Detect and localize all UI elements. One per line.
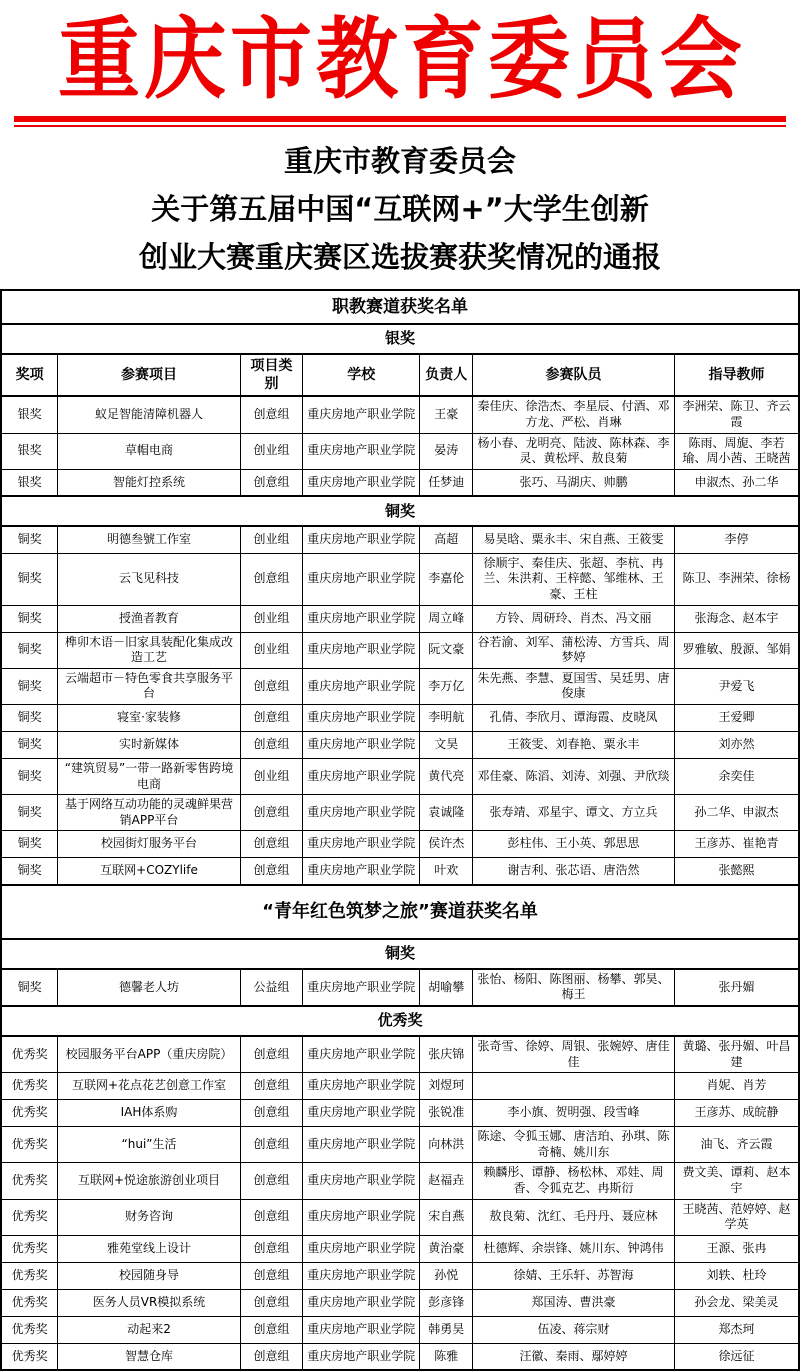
table-row [1, 396, 799, 433]
cell-award: 银奖 [1, 396, 58, 433]
cell-category: 创意组 [240, 553, 302, 605]
cell-award: 优秀奖 [1, 1100, 58, 1127]
cell-leader: 胡喻攀 [420, 969, 473, 1006]
cell-category: 创业组 [240, 758, 302, 794]
table-row [1, 1289, 799, 1316]
cell-project: “建筑贸易”一带一路新零售跨境电商 [58, 758, 241, 794]
cell-teachers: 费文美、谭莉、赵本宇 [674, 1163, 799, 1199]
table-row [1, 1262, 799, 1289]
cell-teachers: 余奕佳 [674, 758, 799, 794]
cell-award: 优秀奖 [1, 1262, 58, 1289]
cell-award: 优秀奖 [1, 1199, 58, 1235]
cell-school: 重庆房地产职业学院 [303, 704, 420, 731]
cell-leader: 王豪 [420, 396, 473, 433]
cell-category: 创意组 [240, 704, 302, 731]
cell-leader: 张庆锦 [420, 1036, 473, 1073]
cell-award: 优秀奖 [1, 1235, 58, 1262]
cell-school: 重庆房地产职业学院 [303, 1127, 420, 1163]
awards-table-body [1, 290, 799, 1370]
section-label: 优秀奖 [1, 1006, 799, 1036]
cell-category: 创意组 [240, 1343, 302, 1370]
cell-project: 明德叁號工作室 [58, 526, 241, 553]
cell-members: 汪徽、秦雨、鄢婷婷 [473, 1343, 675, 1370]
cell-members: 谢吉利、张芯语、唐浩然 [473, 858, 675, 885]
cell-leader: 李万亿 [420, 668, 473, 704]
cell-category: 创意组 [240, 1262, 302, 1289]
cell-leader: 陈雅 [420, 1343, 473, 1370]
cell-school: 重庆房地产职业学院 [303, 758, 420, 794]
cell-teachers: 刘亦然 [674, 731, 799, 758]
cell-category: 创意组 [240, 831, 302, 858]
document-title [0, 137, 800, 281]
section-title-large-row [1, 885, 799, 939]
cell-school: 重庆房地产职业学院 [303, 1343, 420, 1370]
cell-school: 重庆房地产职业学院 [303, 1163, 420, 1199]
cell-category: 公益组 [240, 969, 302, 1006]
cell-school: 重庆房地产职业学院 [303, 526, 420, 553]
cell-teachers: 孙会龙、梁美灵 [674, 1289, 799, 1316]
cell-school: 重庆房地产职业学院 [303, 605, 420, 632]
cell-award: 铜奖 [1, 605, 58, 632]
cell-teachers: 孙二华、申淑杰 [674, 795, 799, 831]
cell-category: 创意组 [240, 858, 302, 885]
cell-leader: 孙悦 [420, 1262, 473, 1289]
cell-category: 创意组 [240, 1100, 302, 1127]
letterhead-character: 教 [315, 8, 398, 112]
cell-teachers: 郑杰珂 [674, 1316, 799, 1343]
cell-school: 重庆房地产职业学院 [303, 1289, 420, 1316]
cell-teachers: 王爱卿 [674, 704, 799, 731]
letterhead-divider [14, 116, 786, 127]
table-row [1, 731, 799, 758]
cell-category: 创意组 [240, 668, 302, 704]
table-row [1, 469, 799, 496]
cell-category: 创业组 [240, 526, 302, 553]
document-title-line-2: 关于第五届中国“互联网+”大学生创新 [151, 192, 649, 226]
cell-school: 重庆房地产职业学院 [303, 396, 420, 433]
cell-members: 孔倩、李欣月、谭海霞、皮晓凤 [473, 704, 675, 731]
table-row [1, 526, 799, 553]
cell-project: 互联网+COZYlife [58, 858, 241, 885]
cell-leader: 张锐准 [420, 1100, 473, 1127]
cell-award: 优秀奖 [1, 1073, 58, 1100]
table-row [1, 1036, 799, 1073]
cell-members: 秦佳庆、徐浩杰、李星辰、付酒、邓方龙、严松、肖琳 [473, 396, 675, 433]
cell-members: 张寿靖、邓星宇、谭文、方立兵 [473, 795, 675, 831]
cell-school: 重庆房地产职业学院 [303, 858, 420, 885]
cell-award: 优秀奖 [1, 1289, 58, 1316]
cell-members: 彭柱伟、王小英、郭思思 [473, 831, 675, 858]
cell-category: 创意组 [240, 1127, 302, 1163]
cell-category: 创意组 [240, 1199, 302, 1235]
cell-category: 创业组 [240, 632, 302, 668]
cell-project: IAH体系购 [58, 1100, 241, 1127]
table-row [1, 433, 799, 469]
cell-award: 优秀奖 [1, 1036, 58, 1073]
cell-members: 张奇雪、徐婷、周银、张婉婷、唐佳佳 [473, 1036, 675, 1073]
cell-school: 重庆房地产职业学院 [303, 1199, 420, 1235]
cell-category: 创业组 [240, 605, 302, 632]
cell-members: 徐婧、王乐轩、苏智海 [473, 1262, 675, 1289]
cell-leader: 黄治豪 [420, 1235, 473, 1262]
cell-category: 创意组 [240, 731, 302, 758]
cell-category: 创意组 [240, 1289, 302, 1316]
cell-award: 铜奖 [1, 704, 58, 731]
cell-teachers: 申淑杰、孙二华 [674, 469, 799, 496]
cell-project: 雅苑堂线上设计 [58, 1235, 241, 1262]
letterhead-character: 育 [401, 8, 484, 112]
cell-members: 伍凌、蒋宗财 [473, 1316, 675, 1343]
cell-award: 铜奖 [1, 969, 58, 1006]
cell-teachers: 李洲荣、陈卫、齐云霞 [674, 396, 799, 433]
cell-project: 德馨老人坊 [58, 969, 241, 1006]
cell-school: 重庆房地产职业学院 [303, 731, 420, 758]
cell-category: 创意组 [240, 396, 302, 433]
cell-teachers: 王彦苏、成皖静 [674, 1100, 799, 1127]
column-header-teachers: 指导教师 [674, 354, 799, 396]
cell-project: 校园街灯服务平台 [58, 831, 241, 858]
letterhead-character: 员 [573, 8, 656, 112]
cell-teachers: 张丹媚 [674, 969, 799, 1006]
cell-school: 重庆房地产职业学院 [303, 969, 420, 1006]
cell-category: 创业组 [240, 433, 302, 469]
cell-project: 智能灯控系统 [58, 469, 241, 496]
cell-teachers: 张海念、赵本宇 [674, 605, 799, 632]
cell-school: 重庆房地产职业学院 [303, 632, 420, 668]
cell-leader: 宋自燕 [420, 1199, 473, 1235]
cell-project: 动起来2 [58, 1316, 241, 1343]
table-row [1, 969, 799, 1006]
cell-leader: 向林洪 [420, 1127, 473, 1163]
column-header-row [1, 354, 799, 396]
cell-leader: 彭彦锋 [420, 1289, 473, 1316]
cell-leader: 韩勇昊 [420, 1316, 473, 1343]
cell-members: 李小旗、贺明强、段雪峰 [473, 1100, 675, 1127]
table-row [1, 1163, 799, 1199]
cell-teachers: 罗雅敏、殷源、邹娟 [674, 632, 799, 668]
table-row [1, 1127, 799, 1163]
cell-project: 互联网+悦途旅游创业项目 [58, 1163, 241, 1199]
award-tier-row [1, 1006, 799, 1036]
table-row [1, 758, 799, 794]
cell-leader: 晏涛 [420, 433, 473, 469]
cell-leader: 刘煜珂 [420, 1073, 473, 1100]
cell-school: 重庆房地产职业学院 [303, 668, 420, 704]
awards-table [0, 289, 800, 1371]
table-row [1, 831, 799, 858]
section-label: 银奖 [1, 324, 799, 354]
cell-members: 朱先燕、李慧、夏国雪、吴廷男、唐俊康 [473, 668, 675, 704]
cell-award: 铜奖 [1, 668, 58, 704]
cell-members: 谷若渝、刘军、蒲松涛、方雪兵、周梦婷 [473, 632, 675, 668]
cell-members: 王筱雯、刘春艳、粟永丰 [473, 731, 675, 758]
cell-award: 铜奖 [1, 795, 58, 831]
cell-category: 创意组 [240, 795, 302, 831]
cell-category: 创意组 [240, 1316, 302, 1343]
cell-category: 创意组 [240, 1073, 302, 1100]
cell-project: 校园服务平台APP（重庆房院） [58, 1036, 241, 1073]
letterhead-character: 市 [229, 8, 312, 112]
cell-teachers: 徐远征 [674, 1343, 799, 1370]
cell-award: 银奖 [1, 433, 58, 469]
section-title-row [1, 290, 799, 324]
cell-teachers: 王晓茜、范婷婷、赵学英 [674, 1199, 799, 1235]
cell-leader: 文昊 [420, 731, 473, 758]
cell-members: 邓佳豪、陈滔、刘涛、刘强、尹欣琰 [473, 758, 675, 794]
table-row [1, 1235, 799, 1262]
cell-award: 银奖 [1, 469, 58, 496]
cell-members: 陈途、令狐玉娜、唐洁珀、孙琪、陈奇楠、姚川东 [473, 1127, 675, 1163]
section-label: 铜奖 [1, 496, 799, 526]
cell-school: 重庆房地产职业学院 [303, 1100, 420, 1127]
cell-teachers: 肖妮、肖芳 [674, 1073, 799, 1100]
cell-members: 杨小春、龙明亮、陆波、陈林森、李灵、黄松坪、敖良菊 [473, 433, 675, 469]
cell-project: 榫卯木语－旧家具装配化集成改造工艺 [58, 632, 241, 668]
column-header-project: 参赛项目 [58, 354, 241, 396]
cell-project: 云飞见科技 [58, 553, 241, 605]
cell-project: 草帽电商 [58, 433, 241, 469]
letterhead-character: 重 [58, 8, 141, 112]
cell-leader: 阮文豪 [420, 632, 473, 668]
column-header-award: 奖项 [1, 354, 58, 396]
cell-teachers: 王源、张冉 [674, 1235, 799, 1262]
cell-school: 重庆房地产职业学院 [303, 1235, 420, 1262]
table-row [1, 1343, 799, 1370]
table-row [1, 668, 799, 704]
cell-project: 云端超市－特色零食共享服务平台 [58, 668, 241, 704]
cell-leader: 赵福垚 [420, 1163, 473, 1199]
cell-award: 铜奖 [1, 553, 58, 605]
cell-award: 铜奖 [1, 731, 58, 758]
award-tier-row [1, 324, 799, 354]
cell-members: 徐顺宇、秦佳庆、张超、李杭、冉兰、朱洪莉、王梓懿、邹维林、王豪、王柱 [473, 553, 675, 605]
cell-members: 杜德辉、余崇锋、姚川东、钟鸿伟 [473, 1235, 675, 1262]
table-row [1, 553, 799, 605]
cell-project: 基于网络互动功能的灵魂鲜果营销APP平台 [58, 795, 241, 831]
letterhead-character: 庆 [143, 8, 226, 112]
cell-category: 创意组 [240, 1036, 302, 1073]
award-tier-row [1, 939, 799, 969]
cell-teachers: 刘轶、杜玲 [674, 1262, 799, 1289]
document-title-line-3: 创业大赛重庆赛区选拔赛获奖情况的通报 [138, 240, 661, 274]
cell-teachers: 李停 [674, 526, 799, 553]
cell-award: 铜奖 [1, 831, 58, 858]
cell-project: “hui”生活 [58, 1127, 241, 1163]
document-title-line-1: 重庆市教育委员会 [283, 144, 516, 178]
cell-award: 优秀奖 [1, 1163, 58, 1199]
cell-award: 铜奖 [1, 858, 58, 885]
cell-members: 方铃、周研玲、肖杰、冯文丽 [473, 605, 675, 632]
cell-members: 赖麟彤、谭静、杨松林、邓娃、周香、令狐克艺、冉斯衍 [473, 1163, 675, 1199]
section-label: “青年红色筑梦之旅”赛道获奖名单 [1, 885, 799, 939]
cell-members: 张巧、马湖庆、帅鹏 [473, 469, 675, 496]
letterhead-character: 委 [487, 8, 570, 112]
table-row [1, 632, 799, 668]
table-row [1, 1100, 799, 1127]
cell-teachers: 张懿熙 [674, 858, 799, 885]
cell-leader: 叶欢 [420, 858, 473, 885]
table-row [1, 1073, 799, 1100]
cell-leader: 周立峰 [420, 605, 473, 632]
table-row [1, 704, 799, 731]
cell-school: 重庆房地产职业学院 [303, 1036, 420, 1073]
column-header-leader: 负责人 [420, 354, 473, 396]
cell-award: 铜奖 [1, 758, 58, 794]
divider-thin-line [14, 125, 786, 127]
cell-award: 铜奖 [1, 632, 58, 668]
cell-project: 校园随身导 [58, 1262, 241, 1289]
table-row [1, 1199, 799, 1235]
cell-project: 寝室·家装修 [58, 704, 241, 731]
cell-project: 互联网+花点花艺创意工作室 [58, 1073, 241, 1100]
cell-school: 重庆房地产职业学院 [303, 795, 420, 831]
column-header-school: 学校 [303, 354, 420, 396]
cell-teachers: 陈雨、周旎、李若瑜、周小茜、王晓茜 [674, 433, 799, 469]
section-label: 铜奖 [1, 939, 799, 969]
table-row [1, 605, 799, 632]
column-header-members: 参赛队员 [473, 354, 675, 396]
cell-members: 张怡、杨阳、陈图丽、杨攀、郭昊、梅王 [473, 969, 675, 1006]
cell-leader: 黄代亮 [420, 758, 473, 794]
section-label: 职教赛道获奖名单 [1, 290, 799, 324]
cell-project: 医务人员VR模拟系统 [58, 1289, 241, 1316]
cell-members [473, 1073, 675, 1100]
cell-teachers: 黄璐、张丹媚、叶昌建 [674, 1036, 799, 1073]
table-row [1, 795, 799, 831]
cell-school: 重庆房地产职业学院 [303, 1262, 420, 1289]
cell-award: 铜奖 [1, 526, 58, 553]
cell-leader: 侯许杰 [420, 831, 473, 858]
cell-school: 重庆房地产职业学院 [303, 433, 420, 469]
cell-teachers: 王彦苏、崔艳青 [674, 831, 799, 858]
cell-award: 优秀奖 [1, 1343, 58, 1370]
cell-school: 重庆房地产职业学院 [303, 469, 420, 496]
award-tier-row [1, 496, 799, 526]
cell-school: 重庆房地产职业学院 [303, 831, 420, 858]
cell-category: 创意组 [240, 469, 302, 496]
cell-project: 智慧仓库 [58, 1343, 241, 1370]
cell-members: 易昊晗、粟永丰、宋自燕、王筱雯 [473, 526, 675, 553]
cell-project: 实时新媒体 [58, 731, 241, 758]
column-header-category: 项目类别 [240, 354, 302, 396]
cell-members: 郑国涛、曹洪豪 [473, 1289, 675, 1316]
cell-teachers: 陈卫、李洲荣、徐杨 [674, 553, 799, 605]
cell-leader: 高超 [420, 526, 473, 553]
cell-members: 敖良菊、沈红、毛丹丹、聂应林 [473, 1199, 675, 1235]
table-row [1, 1316, 799, 1343]
cell-leader: 李明航 [420, 704, 473, 731]
table-row [1, 858, 799, 885]
cell-award: 优秀奖 [1, 1127, 58, 1163]
cell-project: 蚁足智能清障机器人 [58, 396, 241, 433]
letterhead-character: 会 [659, 8, 742, 112]
cell-leader: 任梦迪 [420, 469, 473, 496]
cell-project: 财务咨询 [58, 1199, 241, 1235]
cell-project: 授渔者教育 [58, 605, 241, 632]
cell-category: 创意组 [240, 1163, 302, 1199]
letterhead [0, 0, 800, 116]
cell-category: 创意组 [240, 1235, 302, 1262]
cell-teachers: 尹爱飞 [674, 668, 799, 704]
cell-leader: 李嘉伦 [420, 553, 473, 605]
cell-school: 重庆房地产职业学院 [303, 1073, 420, 1100]
cell-teachers: 油飞、齐云霞 [674, 1127, 799, 1163]
cell-leader: 袁诚隆 [420, 795, 473, 831]
cell-school: 重庆房地产职业学院 [303, 553, 420, 605]
cell-school: 重庆房地产职业学院 [303, 1316, 420, 1343]
cell-award: 优秀奖 [1, 1316, 58, 1343]
